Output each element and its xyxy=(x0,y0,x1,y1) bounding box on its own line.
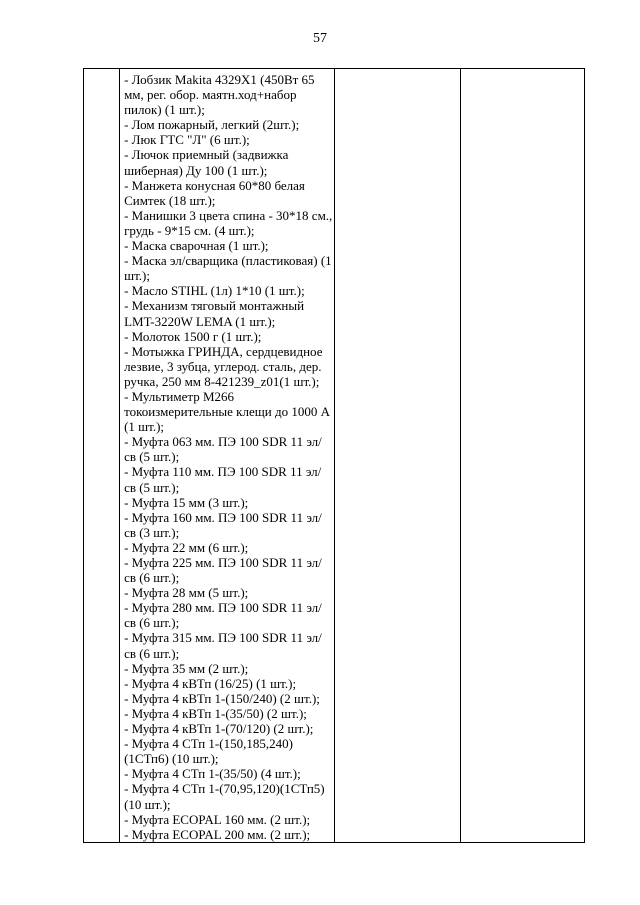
list-item: - Муфта ECOPAL 200 мм. (2 шт.); xyxy=(124,826,311,842)
table-row xyxy=(84,69,585,843)
list-item: - Мультиметр М266 токоизмерительные клещи до 1000 А (1 шт.); xyxy=(124,388,330,435)
list-item: - Муфта 4 кВТп (16/25) (1 шт.); xyxy=(124,675,297,691)
list-item: - Муфта 4 СТп 1-(70,95,120)(1СТп5) (10 шт.); xyxy=(124,781,325,812)
list-item: - Механизм тяговый монтажный LMT-3220W LEMA (1 шт.); xyxy=(124,298,305,329)
list-item: - Муфта 28 мм (5 шт.); xyxy=(124,585,249,601)
list-item: - Люк ГТС "Л" (6 шт.); xyxy=(124,132,250,148)
list-item: - Муфта 160 мм. ПЭ 100 SDR 11 эл/св (3 шт.); xyxy=(124,509,322,540)
list-item: - Маска сварочная (1 шт.); xyxy=(124,238,269,254)
empty-cell-third-column xyxy=(335,69,460,843)
list-item: - Муфта 22 мм (6 шт.); xyxy=(124,539,249,555)
list-item: - Муфта 4 кВТп 1-(150/240) (2 шт.); xyxy=(124,690,320,706)
list-item: - Манишки 3 цвета спина - 30*18 см., грудь - 9*15 см. (4 шт.); xyxy=(124,207,333,238)
list-item: - Маска эл/сварщика (пластиковая) (1 шт.); xyxy=(124,253,332,284)
list-item: - Муфта 315 мм. ПЭ 100 SDR 11 эл/св (6 шт.); xyxy=(124,630,322,661)
list-item: - Муфта 4 кВТп 1-(35/50) (2 шт.); xyxy=(124,705,307,721)
list-item: - Муфта 4 СТп 1-(150,185,240)(1СТп6) (10 шт.); xyxy=(124,736,293,767)
list-item: - Манжета конусная 60*80 белая Симтек (18 шт.); xyxy=(124,177,305,208)
empty-cell-fourth-column xyxy=(460,69,584,843)
list-item: - Муфта 35 мм (2 шт.); xyxy=(124,660,249,676)
list-item: - Муфта 225 мм. ПЭ 100 SDR 11 эл/св (6 шт.); xyxy=(124,555,322,586)
list-item: - Муфта 110 мм. ПЭ 100 SDR 11 эл/св (5 шт.); xyxy=(124,464,322,495)
list-item: - Лючок приемный (задвижка шиберная) Ду 100 (1 шт.); xyxy=(124,147,289,178)
document-table xyxy=(83,68,585,843)
list-item: - Лобзик Makita 4329X1 (450Вт 65 мм, рег. обор. маятн.ход+набор пилок) (1 шт.); xyxy=(124,72,315,118)
number-cell xyxy=(84,69,120,843)
list-item: - Молоток 1500 г (1 шт.); xyxy=(124,328,262,344)
list-item: - Муфта 4 кВТп 1-(70/120) (2 шт.); xyxy=(124,721,314,737)
description-cell xyxy=(120,69,335,843)
list-item: - Лом пожарный, легкий (2шт.); xyxy=(124,117,300,133)
list-item: - Муфта 4 СТп 1-(35/50) (4 шт.); xyxy=(124,766,301,782)
list-item: - Мотыжка ГРИНДА, сердцевидное лезвие, 3 зубца, углерод. сталь, дер. ручка, 250 мм 8-421239_z01(1 шт.); xyxy=(124,343,323,389)
item-list xyxy=(120,69,334,842)
list-item: - Масло STIHL (1л) 1*10 (1 шт.); xyxy=(124,283,305,299)
page-number: 57 xyxy=(313,31,327,46)
list-item: - Муфта ECOPAL 160 мм. (2 шт.); xyxy=(124,811,311,827)
list-item: - Муфта 280 мм. ПЭ 100 SDR 11 эл/св (6 шт.); xyxy=(124,600,322,631)
list-item: - Муфта 15 мм (3 шт.); xyxy=(124,494,249,510)
list-item: - Муфта 063 мм. ПЭ 100 SDR 11 эл/св (5 шт.); xyxy=(124,434,322,465)
